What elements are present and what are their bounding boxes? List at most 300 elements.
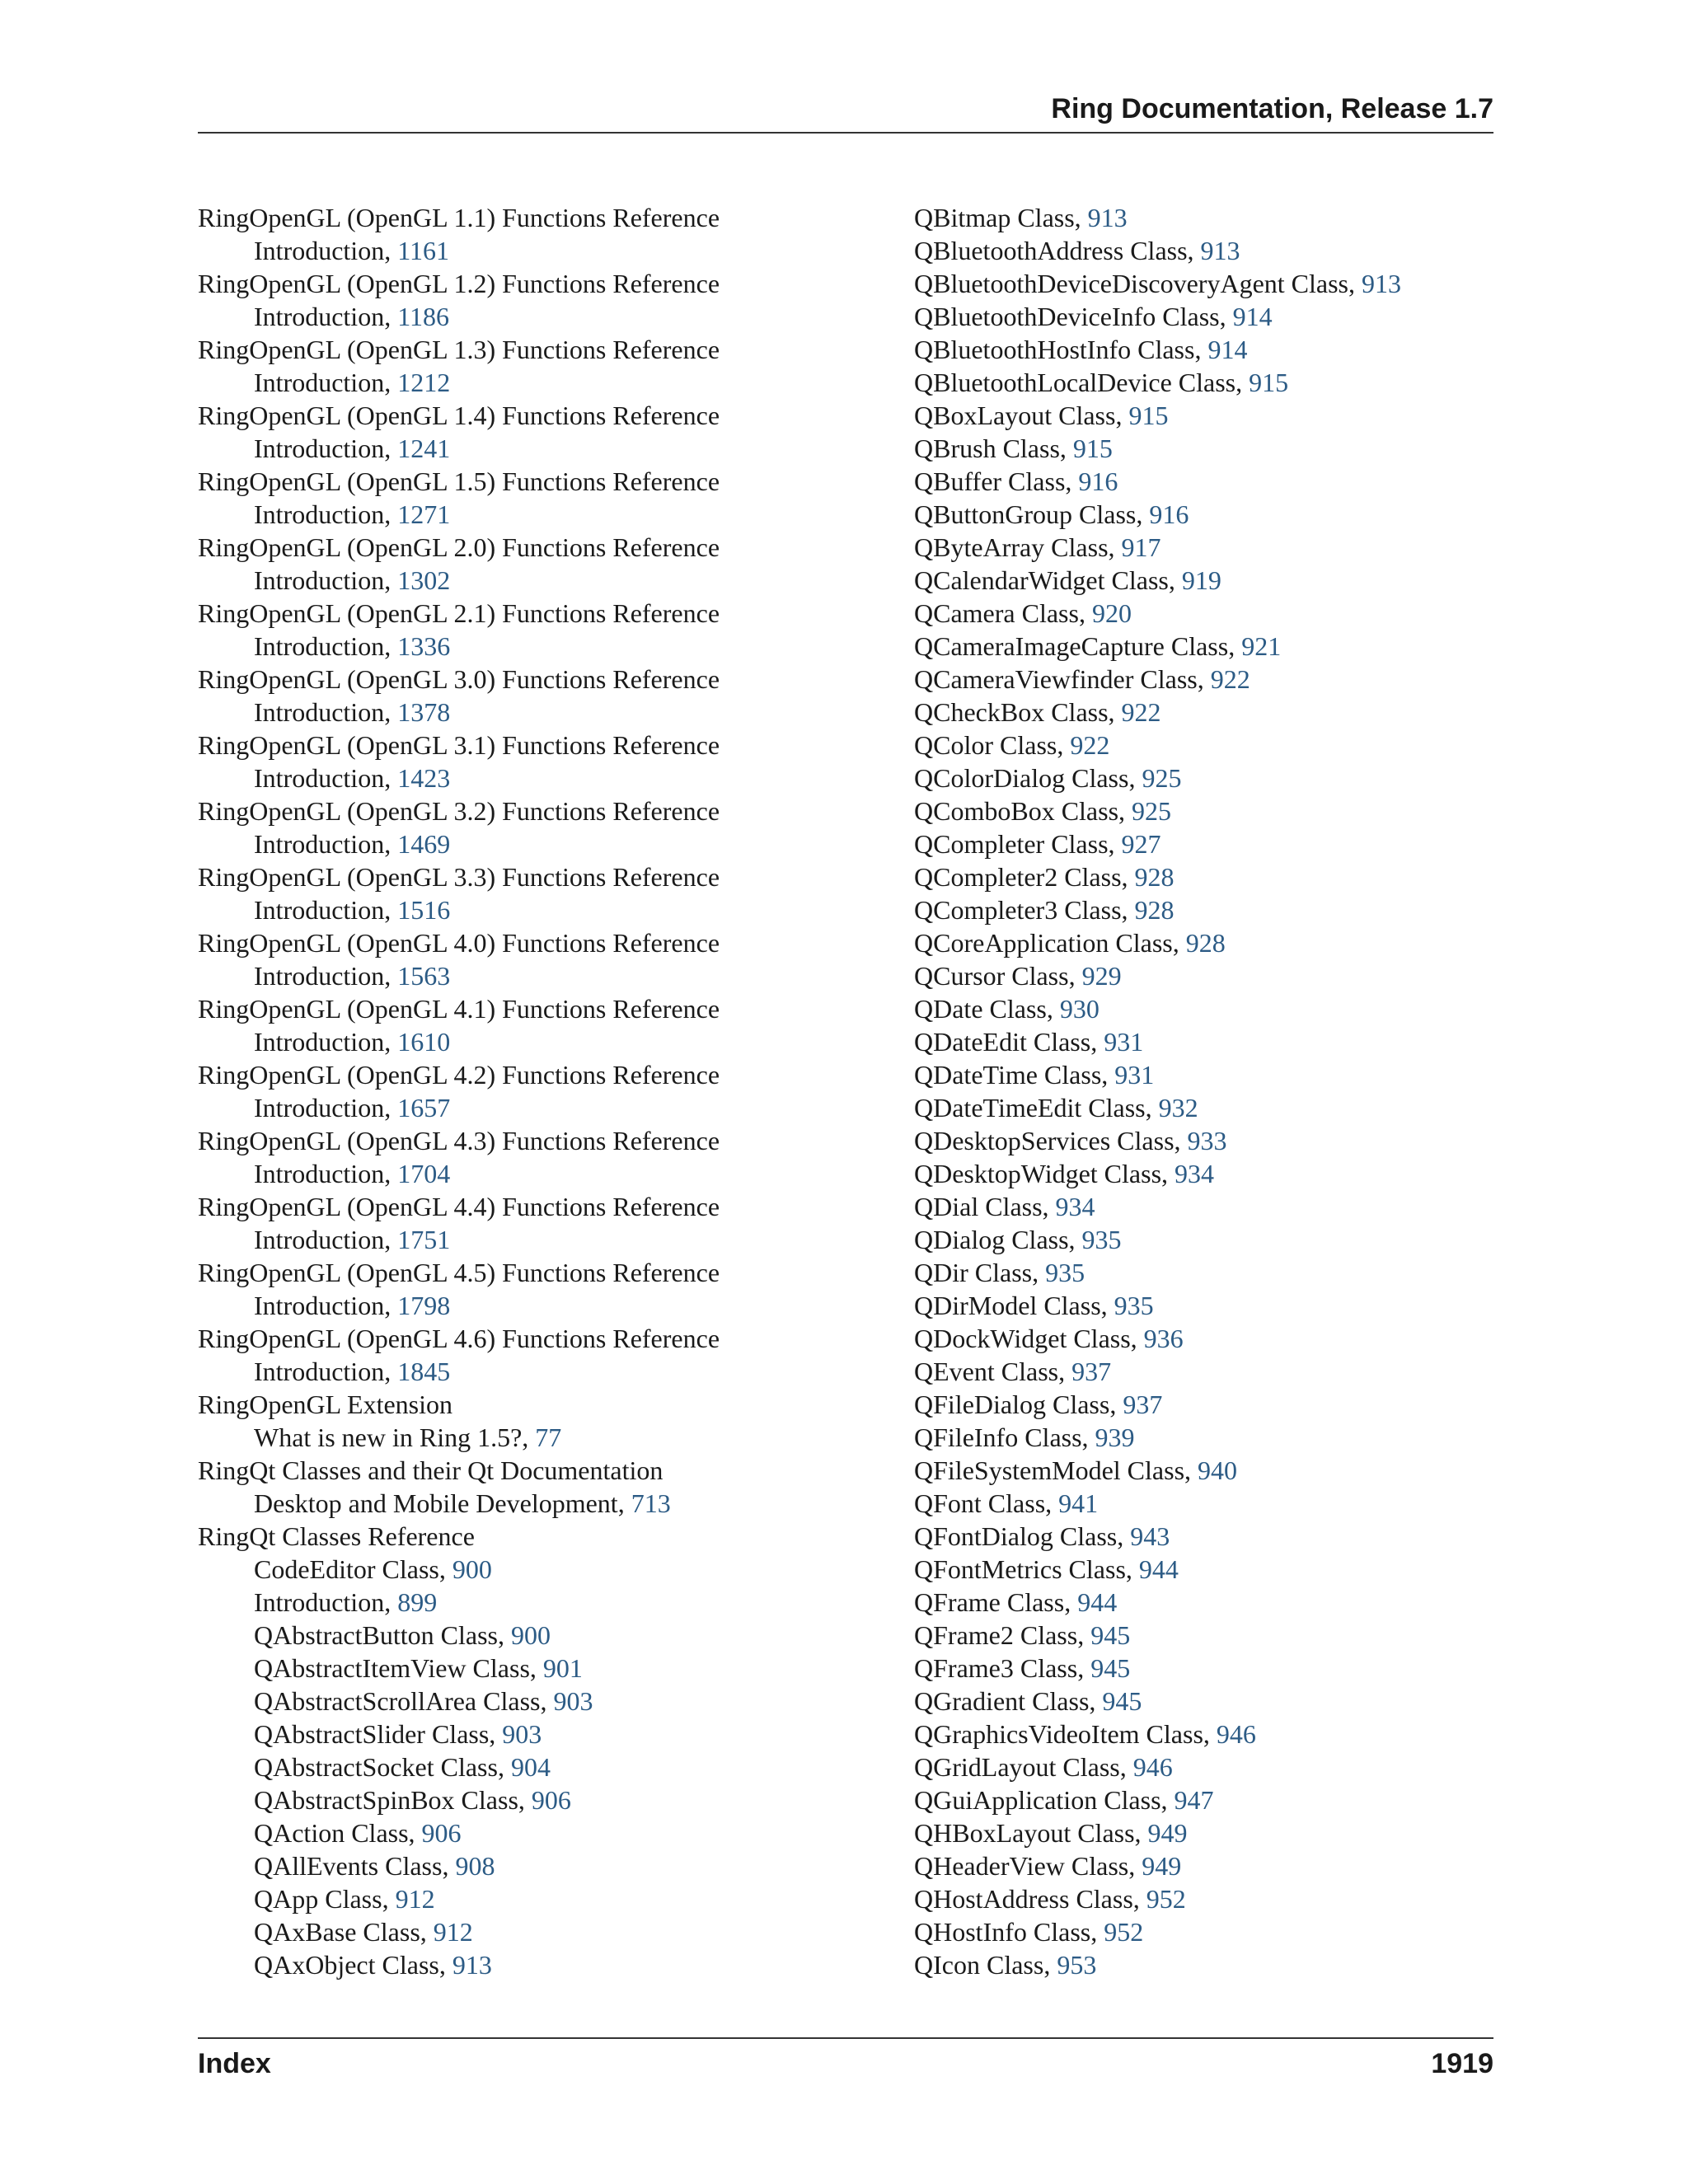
index-term: QFrame2 Class, xyxy=(914,1620,1091,1650)
index-term: RingOpenGL (OpenGL 2.1) Functions Reference xyxy=(198,598,720,628)
index-term: QHostAddress Class, xyxy=(914,1884,1146,1914)
index-term: RingQt Classes Reference xyxy=(198,1521,475,1551)
index-subentry xyxy=(198,1586,907,1619)
index-entry xyxy=(914,762,1493,794)
index-subentry xyxy=(198,1553,907,1586)
index-term: RingOpenGL (OpenGL 3.3) Functions Reference xyxy=(198,862,720,892)
index-subentry xyxy=(198,1783,907,1816)
page-reference-link[interactable]: 914 xyxy=(1207,335,1248,364)
index-term: QCalendarWidget Class, xyxy=(914,565,1182,595)
page-reference-link[interactable]: 944 xyxy=(1077,1587,1118,1617)
index-term: QDir Class, xyxy=(914,1258,1046,1287)
index-entry xyxy=(914,992,1493,1025)
page-reference-link[interactable]: 913 xyxy=(1362,269,1401,298)
index-subentry xyxy=(198,300,907,333)
index-term: QDateEdit Class, xyxy=(914,1027,1104,1057)
page-reference-link[interactable]: 945 xyxy=(1102,1686,1142,1716)
index-entry xyxy=(914,1520,1493,1553)
index-term: QColor Class, xyxy=(914,730,1071,760)
index-term: QCompleter Class, xyxy=(914,829,1122,859)
page-reference-link[interactable]: 912 xyxy=(433,1917,473,1947)
index-term: QFileInfo Class, xyxy=(914,1422,1095,1452)
index-entry xyxy=(914,1091,1493,1124)
index-term: QDesktopServices Class, xyxy=(914,1126,1188,1155)
index-term: QFontMetrics Class, xyxy=(914,1554,1139,1584)
page-reference-link[interactable]: 913 xyxy=(1200,236,1240,265)
page-reference-link[interactable]: 922 xyxy=(1070,730,1110,760)
index-entry xyxy=(914,729,1493,762)
page-reference-link[interactable]: 952 xyxy=(1146,1884,1186,1914)
page-reference-link[interactable]: 928 xyxy=(1134,895,1175,925)
index-subentry xyxy=(198,1652,907,1685)
page-reference-link[interactable]: 941 xyxy=(1058,1488,1099,1518)
page-reference-link[interactable]: 927 xyxy=(1121,829,1161,859)
index-term: QAction Class, xyxy=(254,1818,422,1848)
index-term: QHostInfo Class, xyxy=(914,1917,1104,1947)
index-subentry xyxy=(198,696,907,729)
index-entry xyxy=(914,1619,1493,1652)
page-reference-link[interactable]: 906 xyxy=(531,1785,571,1815)
index-entry xyxy=(198,465,907,498)
index-term: QBluetoothHostInfo Class, xyxy=(914,335,1208,364)
index-entry xyxy=(914,1750,1493,1783)
index-entry xyxy=(914,498,1493,531)
page-reference-link[interactable]: 920 xyxy=(1091,598,1132,628)
page-reference-link[interactable]: 912 xyxy=(395,1884,435,1914)
index-term: RingOpenGL (OpenGL 4.5) Functions Reference xyxy=(198,1258,720,1287)
index-term: QAbstractSpinBox Class, xyxy=(254,1785,532,1815)
page-reference-link[interactable]: 913 xyxy=(452,1950,492,1980)
page-reference-link[interactable]: 1378 xyxy=(397,697,451,727)
page-reference-link[interactable]: 925 xyxy=(1142,763,1182,793)
index-term: QAllEvents Class, xyxy=(254,1851,456,1881)
index-entry xyxy=(914,1652,1493,1685)
page-reference-link[interactable]: 935 xyxy=(1081,1225,1122,1254)
index-term: RingOpenGL (OpenGL 3.2) Functions Reference xyxy=(198,796,720,826)
page-reference-link[interactable]: 932 xyxy=(1158,1093,1198,1122)
index-term: QDockWidget Class, xyxy=(914,1324,1144,1353)
page-reference-link[interactable]: 931 xyxy=(1104,1027,1144,1057)
index-entry xyxy=(914,696,1493,729)
index-subentry xyxy=(198,498,907,531)
page-reference-link[interactable]: 930 xyxy=(1059,994,1100,1024)
index-term: Introduction, xyxy=(254,763,398,793)
index-entry xyxy=(914,1816,1493,1849)
index-term: RingOpenGL (OpenGL 4.0) Functions Reference xyxy=(198,928,720,958)
index-term: QDate Class, xyxy=(914,994,1060,1024)
page-reference-link[interactable]: 1704 xyxy=(397,1159,451,1188)
index-entry xyxy=(914,1586,1493,1619)
index-entry xyxy=(914,1025,1493,1058)
index-entry xyxy=(914,597,1493,630)
page-reference-link[interactable]: 928 xyxy=(1134,862,1175,892)
page-reference-link[interactable]: 946 xyxy=(1132,1752,1173,1782)
index-subentry xyxy=(198,893,907,926)
index-subentry xyxy=(198,366,907,399)
page-reference-link[interactable]: 1161 xyxy=(397,236,449,265)
index-term: QCheckBox Class, xyxy=(914,697,1122,727)
index-entry xyxy=(198,926,907,959)
page-reference-link[interactable]: 913 xyxy=(1087,203,1128,232)
page-reference-link[interactable]: 901 xyxy=(542,1653,583,1683)
index-entry xyxy=(914,1421,1493,1454)
page-reference-link[interactable]: 915 xyxy=(1072,434,1113,463)
page-footer xyxy=(198,2037,1493,2088)
page-reference-link[interactable]: 1563 xyxy=(397,961,451,991)
index-subentry xyxy=(198,1157,907,1190)
index-term: Introduction, xyxy=(254,368,398,397)
index-term: CodeEditor Class, xyxy=(254,1554,452,1584)
page-reference-link[interactable]: 928 xyxy=(1185,928,1226,958)
index-entry xyxy=(914,1553,1493,1586)
page-reference-link[interactable]: 1212 xyxy=(397,368,451,397)
index-entry xyxy=(914,1322,1493,1355)
index-term: QDesktopWidget Class, xyxy=(914,1159,1175,1188)
index-entry xyxy=(198,860,907,893)
index-entry xyxy=(198,531,907,564)
index-entry xyxy=(914,432,1493,465)
index-term: What is new in Ring 1.5?, xyxy=(254,1422,536,1452)
index-entry xyxy=(914,333,1493,366)
page-header xyxy=(198,92,1493,134)
index-term: Introduction, xyxy=(254,302,398,331)
index-term: QBluetoothDeviceInfo Class, xyxy=(914,302,1233,331)
index-term: QDialog Class, xyxy=(914,1225,1082,1254)
index-term: Introduction, xyxy=(254,1027,398,1057)
index-entry xyxy=(198,201,907,234)
index-term: Introduction, xyxy=(254,434,398,463)
index-subentry xyxy=(198,762,907,794)
index-entry xyxy=(198,729,907,762)
index-entry xyxy=(914,794,1493,827)
page-reference-link[interactable]: 904 xyxy=(510,1752,551,1782)
index-entry xyxy=(198,794,907,827)
page-reference-link[interactable]: 906 xyxy=(421,1818,462,1848)
index-term: QButtonGroup Class, xyxy=(914,499,1150,529)
page-reference-link[interactable]: 952 xyxy=(1104,1917,1144,1947)
index-entry xyxy=(914,1124,1493,1157)
index-term: QApp Class, xyxy=(254,1884,396,1914)
index-term: QHeaderView Class, xyxy=(914,1851,1142,1881)
index-subentry xyxy=(198,1915,907,1948)
index-subentry xyxy=(198,630,907,663)
index-term: QAbstractSocket Class, xyxy=(254,1752,511,1782)
page-reference-link[interactable]: 940 xyxy=(1198,1455,1238,1485)
index-entry xyxy=(914,531,1493,564)
index-entry xyxy=(914,465,1493,498)
index-entry xyxy=(914,1487,1493,1520)
index-entry xyxy=(914,1388,1493,1421)
page-reference-link[interactable]: 915 xyxy=(1128,401,1169,430)
index-term: QAbstractItemView Class, xyxy=(254,1653,543,1683)
index-entry xyxy=(914,1783,1493,1816)
index-entry xyxy=(198,1388,907,1421)
index-term: RingOpenGL (OpenGL 4.1) Functions Reference xyxy=(198,994,720,1024)
page-reference-link[interactable]: 1751 xyxy=(397,1225,451,1254)
page-reference-link[interactable]: 937 xyxy=(1071,1357,1112,1386)
index-term: RingOpenGL (OpenGL 4.4) Functions Reference xyxy=(198,1192,720,1221)
index-entry xyxy=(198,1454,907,1487)
page-reference-link[interactable]: 922 xyxy=(1121,697,1161,727)
page-reference-link[interactable]: 1302 xyxy=(397,565,451,595)
page-reference-link[interactable]: 1186 xyxy=(397,302,449,331)
page-reference-link[interactable]: 949 xyxy=(1142,1851,1182,1881)
index-subentry xyxy=(198,432,907,465)
index-entry xyxy=(914,1685,1493,1718)
page-reference-link[interactable]: 931 xyxy=(1114,1060,1155,1090)
index-subentry xyxy=(198,1025,907,1058)
index-term: RingOpenGL (OpenGL 1.3) Functions Reference xyxy=(198,335,720,364)
index-term: Introduction, xyxy=(254,1587,398,1617)
page-reference-link[interactable]: 77 xyxy=(535,1422,562,1452)
index-term: QCursor Class, xyxy=(914,961,1082,991)
index-term: QEvent Class, xyxy=(914,1357,1072,1386)
page-reference-link[interactable]: 1798 xyxy=(397,1291,451,1320)
index-term: QHBoxLayout Class, xyxy=(914,1818,1148,1848)
index-entry xyxy=(914,630,1493,663)
index-entry xyxy=(198,1322,907,1355)
index-term: QBoxLayout Class, xyxy=(914,401,1129,430)
index-term: RingOpenGL (OpenGL 1.5) Functions Reference xyxy=(198,466,720,496)
page-reference-link[interactable]: 917 xyxy=(1121,532,1161,562)
page-reference-link[interactable]: 949 xyxy=(1147,1818,1188,1848)
page-reference-link[interactable]: 903 xyxy=(553,1686,593,1716)
page-reference-link[interactable]: 937 xyxy=(1123,1390,1163,1419)
index-term: Introduction, xyxy=(254,236,398,265)
page-reference-link[interactable]: 934 xyxy=(1055,1192,1095,1221)
index-column-left xyxy=(198,201,907,1981)
page-reference-link[interactable]: 1657 xyxy=(397,1093,451,1122)
page-reference-link[interactable]: 1516 xyxy=(397,895,451,925)
index-term: Introduction, xyxy=(254,1357,398,1386)
index-subentry xyxy=(198,234,907,267)
page-reference-link[interactable]: 953 xyxy=(1057,1950,1097,1980)
index-term: RingOpenGL (OpenGL 4.3) Functions Reference xyxy=(198,1126,720,1155)
page-reference-link[interactable]: 929 xyxy=(1081,961,1122,991)
index-subentry xyxy=(198,1487,907,1520)
index-column-right xyxy=(914,201,1493,1981)
page-reference-link[interactable]: 934 xyxy=(1175,1159,1215,1188)
index-term: QDateTime Class, xyxy=(914,1060,1115,1090)
page-reference-link[interactable]: 946 xyxy=(1216,1719,1256,1749)
page-reference-link[interactable]: 713 xyxy=(631,1488,671,1518)
index-entry xyxy=(914,1289,1493,1322)
page-reference-link[interactable]: 1271 xyxy=(397,499,451,529)
index-entry xyxy=(198,992,907,1025)
page-reference-link[interactable]: 900 xyxy=(452,1554,492,1584)
page-reference-link[interactable]: 1610 xyxy=(397,1027,451,1057)
index-term: QBluetoothDeviceDiscoveryAgent Class, xyxy=(914,269,1362,298)
index-subentry xyxy=(198,827,907,860)
index-entry xyxy=(914,663,1493,696)
page-reference-link[interactable]: 925 xyxy=(1132,796,1172,826)
index-term: QFont Class, xyxy=(914,1488,1059,1518)
index-term: QCoreApplication Class, xyxy=(914,928,1186,958)
index-term: Introduction, xyxy=(254,1291,398,1320)
index-term: QDirModel Class, xyxy=(914,1291,1114,1320)
index-term: QByteArray Class, xyxy=(914,532,1122,562)
index-term: RingOpenGL (OpenGL 1.2) Functions Reference xyxy=(198,269,720,298)
page-reference-link[interactable]: 935 xyxy=(1114,1291,1154,1320)
index-entry xyxy=(198,597,907,630)
index-subentry xyxy=(198,1948,907,1981)
index-term: Introduction, xyxy=(254,499,398,529)
page-reference-link[interactable]: 939 xyxy=(1095,1422,1135,1452)
page-reference-link[interactable]: 944 xyxy=(1138,1554,1179,1584)
index-entry xyxy=(198,333,907,366)
index-term: QCompleter2 Class, xyxy=(914,862,1135,892)
index-entry xyxy=(914,300,1493,333)
index-subentry xyxy=(198,1619,907,1652)
index-term: QAbstractButton Class, xyxy=(254,1620,511,1650)
page-reference-link[interactable]: 1336 xyxy=(397,631,451,661)
index-entry xyxy=(914,926,1493,959)
index-term: QAxObject Class, xyxy=(254,1950,452,1980)
index-term: Introduction, xyxy=(254,961,398,991)
index-entry xyxy=(914,366,1493,399)
index-entry xyxy=(914,893,1493,926)
index-subentry xyxy=(198,1816,907,1849)
index-entry xyxy=(914,860,1493,893)
page-reference-link[interactable]: 933 xyxy=(1187,1126,1227,1155)
index-subentry xyxy=(198,1882,907,1915)
index-term: QCamera Class, xyxy=(914,598,1092,628)
index-entry xyxy=(914,234,1493,267)
document-title: Ring Documentation, Release 1.7 xyxy=(1051,93,1493,124)
index-term: QFileDialog Class, xyxy=(914,1390,1123,1419)
index-entry xyxy=(914,399,1493,432)
page-reference-link[interactable]: 916 xyxy=(1149,499,1189,529)
index-entry xyxy=(198,1058,907,1091)
page-reference-link[interactable]: 915 xyxy=(1249,368,1289,397)
index-term: Introduction, xyxy=(254,697,398,727)
index-entry xyxy=(914,1849,1493,1882)
index-term: QCompleter3 Class, xyxy=(914,895,1135,925)
index-subentry xyxy=(198,1289,907,1322)
index-term: QBuffer Class, xyxy=(914,466,1079,496)
index-term: QCameraImageCapture Class, xyxy=(914,631,1242,661)
index-entry xyxy=(198,1256,907,1289)
index-subentry xyxy=(198,564,907,597)
index-term: QAxBase Class, xyxy=(254,1917,434,1947)
index-term: QFrame Class, xyxy=(914,1587,1078,1617)
index-entry xyxy=(198,1190,907,1223)
index-term: QAbstractSlider Class, xyxy=(254,1719,503,1749)
footer-page-number: 1919 xyxy=(1431,2048,1493,2079)
page-reference-link[interactable]: 936 xyxy=(1143,1324,1184,1353)
index-term: Introduction, xyxy=(254,565,398,595)
index-term: Introduction, xyxy=(254,895,398,925)
page-reference-link[interactable]: 921 xyxy=(1241,631,1282,661)
index-subentry xyxy=(198,1421,907,1454)
index-term: RingOpenGL (OpenGL 1.4) Functions Reference xyxy=(198,401,720,430)
page-reference-link[interactable]: 945 xyxy=(1090,1620,1131,1650)
index-subentry xyxy=(198,1091,907,1124)
page-reference-link[interactable]: 899 xyxy=(397,1587,438,1617)
index-entry xyxy=(914,1948,1493,1981)
index-term: QGraphicsVideoItem Class, xyxy=(914,1719,1217,1749)
index-term: QDateTimeEdit Class, xyxy=(914,1093,1159,1122)
index-term: QFrame3 Class, xyxy=(914,1653,1091,1683)
index-entry xyxy=(914,1223,1493,1256)
page-reference-link[interactable]: 1241 xyxy=(397,434,451,463)
index-entry xyxy=(198,1124,907,1157)
index-subentry xyxy=(198,1718,907,1750)
index-entry xyxy=(914,1157,1493,1190)
footer-section-label: Index xyxy=(198,2048,271,2079)
page-reference-link[interactable]: 1845 xyxy=(397,1357,451,1386)
index-term: RingOpenGL (OpenGL 3.1) Functions Reference xyxy=(198,730,720,760)
page-reference-link[interactable]: 908 xyxy=(455,1851,495,1881)
index-term: QBrush Class, xyxy=(914,434,1073,463)
index-entry xyxy=(914,564,1493,597)
index-term: RingOpenGL (OpenGL 3.0) Functions Reference xyxy=(198,664,720,694)
index-subentry xyxy=(198,1849,907,1882)
index-term: QBluetoothAddress Class, xyxy=(914,236,1201,265)
page-reference-link[interactable]: 919 xyxy=(1181,565,1221,595)
index-term: RingOpenGL (OpenGL 1.1) Functions Reference xyxy=(198,203,720,232)
index-term: QFileSystemModel Class, xyxy=(914,1455,1198,1485)
index-term: QGridLayout Class, xyxy=(914,1752,1133,1782)
page-reference-link[interactable]: 916 xyxy=(1078,466,1118,496)
index-subentry xyxy=(198,959,907,992)
index-entry xyxy=(198,399,907,432)
page-reference-link[interactable]: 922 xyxy=(1210,664,1250,694)
index-entry xyxy=(914,1718,1493,1750)
index-entry xyxy=(914,959,1493,992)
index-entry xyxy=(198,267,907,300)
index-term: Introduction, xyxy=(254,631,398,661)
index-term: QBluetoothLocalDevice Class, xyxy=(914,368,1250,397)
page-reference-link[interactable]: 914 xyxy=(1232,302,1273,331)
index-entry xyxy=(914,267,1493,300)
index-term: RingOpenGL (OpenGL 2.0) Functions Reference xyxy=(198,532,720,562)
index-entry xyxy=(914,1190,1493,1223)
index-term: Introduction, xyxy=(254,1093,398,1122)
index-entry xyxy=(198,1520,907,1553)
index-term: QAbstractScrollArea Class, xyxy=(254,1686,554,1716)
index-term: Introduction, xyxy=(254,1225,398,1254)
index-entry xyxy=(914,201,1493,234)
index-entry xyxy=(914,827,1493,860)
index-term: QBitmap Class, xyxy=(914,203,1088,232)
page-reference-link[interactable]: 1423 xyxy=(397,763,451,793)
index-term: RingOpenGL (OpenGL 4.2) Functions Reference xyxy=(198,1060,720,1090)
index-term: QGuiApplication Class, xyxy=(914,1785,1175,1815)
index-subentry xyxy=(198,1355,907,1388)
index-term: RingQt Classes and their Qt Documentation xyxy=(198,1455,663,1485)
index-entry xyxy=(914,1454,1493,1487)
index-entry xyxy=(914,1355,1493,1388)
index-term: RingOpenGL (OpenGL 4.6) Functions Reference xyxy=(198,1324,720,1353)
index-term: QCameraViewfinder Class, xyxy=(914,664,1211,694)
page-reference-link[interactable]: 935 xyxy=(1045,1258,1085,1287)
page-reference-link[interactable]: 1469 xyxy=(397,829,451,859)
index-term: QFontDialog Class, xyxy=(914,1521,1131,1551)
index-term: QDial Class, xyxy=(914,1192,1056,1221)
index-term: QComboBox Class, xyxy=(914,796,1132,826)
index-subentry xyxy=(198,1223,907,1256)
page-reference-link[interactable]: 903 xyxy=(502,1719,542,1749)
index-term: Introduction, xyxy=(254,1159,398,1188)
page-reference-link[interactable]: 943 xyxy=(1130,1521,1170,1551)
page-reference-link[interactable]: 945 xyxy=(1090,1653,1131,1683)
page-reference-link[interactable]: 900 xyxy=(510,1620,551,1650)
index-term: QColorDialog Class, xyxy=(914,763,1142,793)
page-reference-link[interactable]: 947 xyxy=(1174,1785,1214,1815)
index-term: QGradient Class, xyxy=(914,1686,1103,1716)
index-term: QIcon Class, xyxy=(914,1950,1057,1980)
